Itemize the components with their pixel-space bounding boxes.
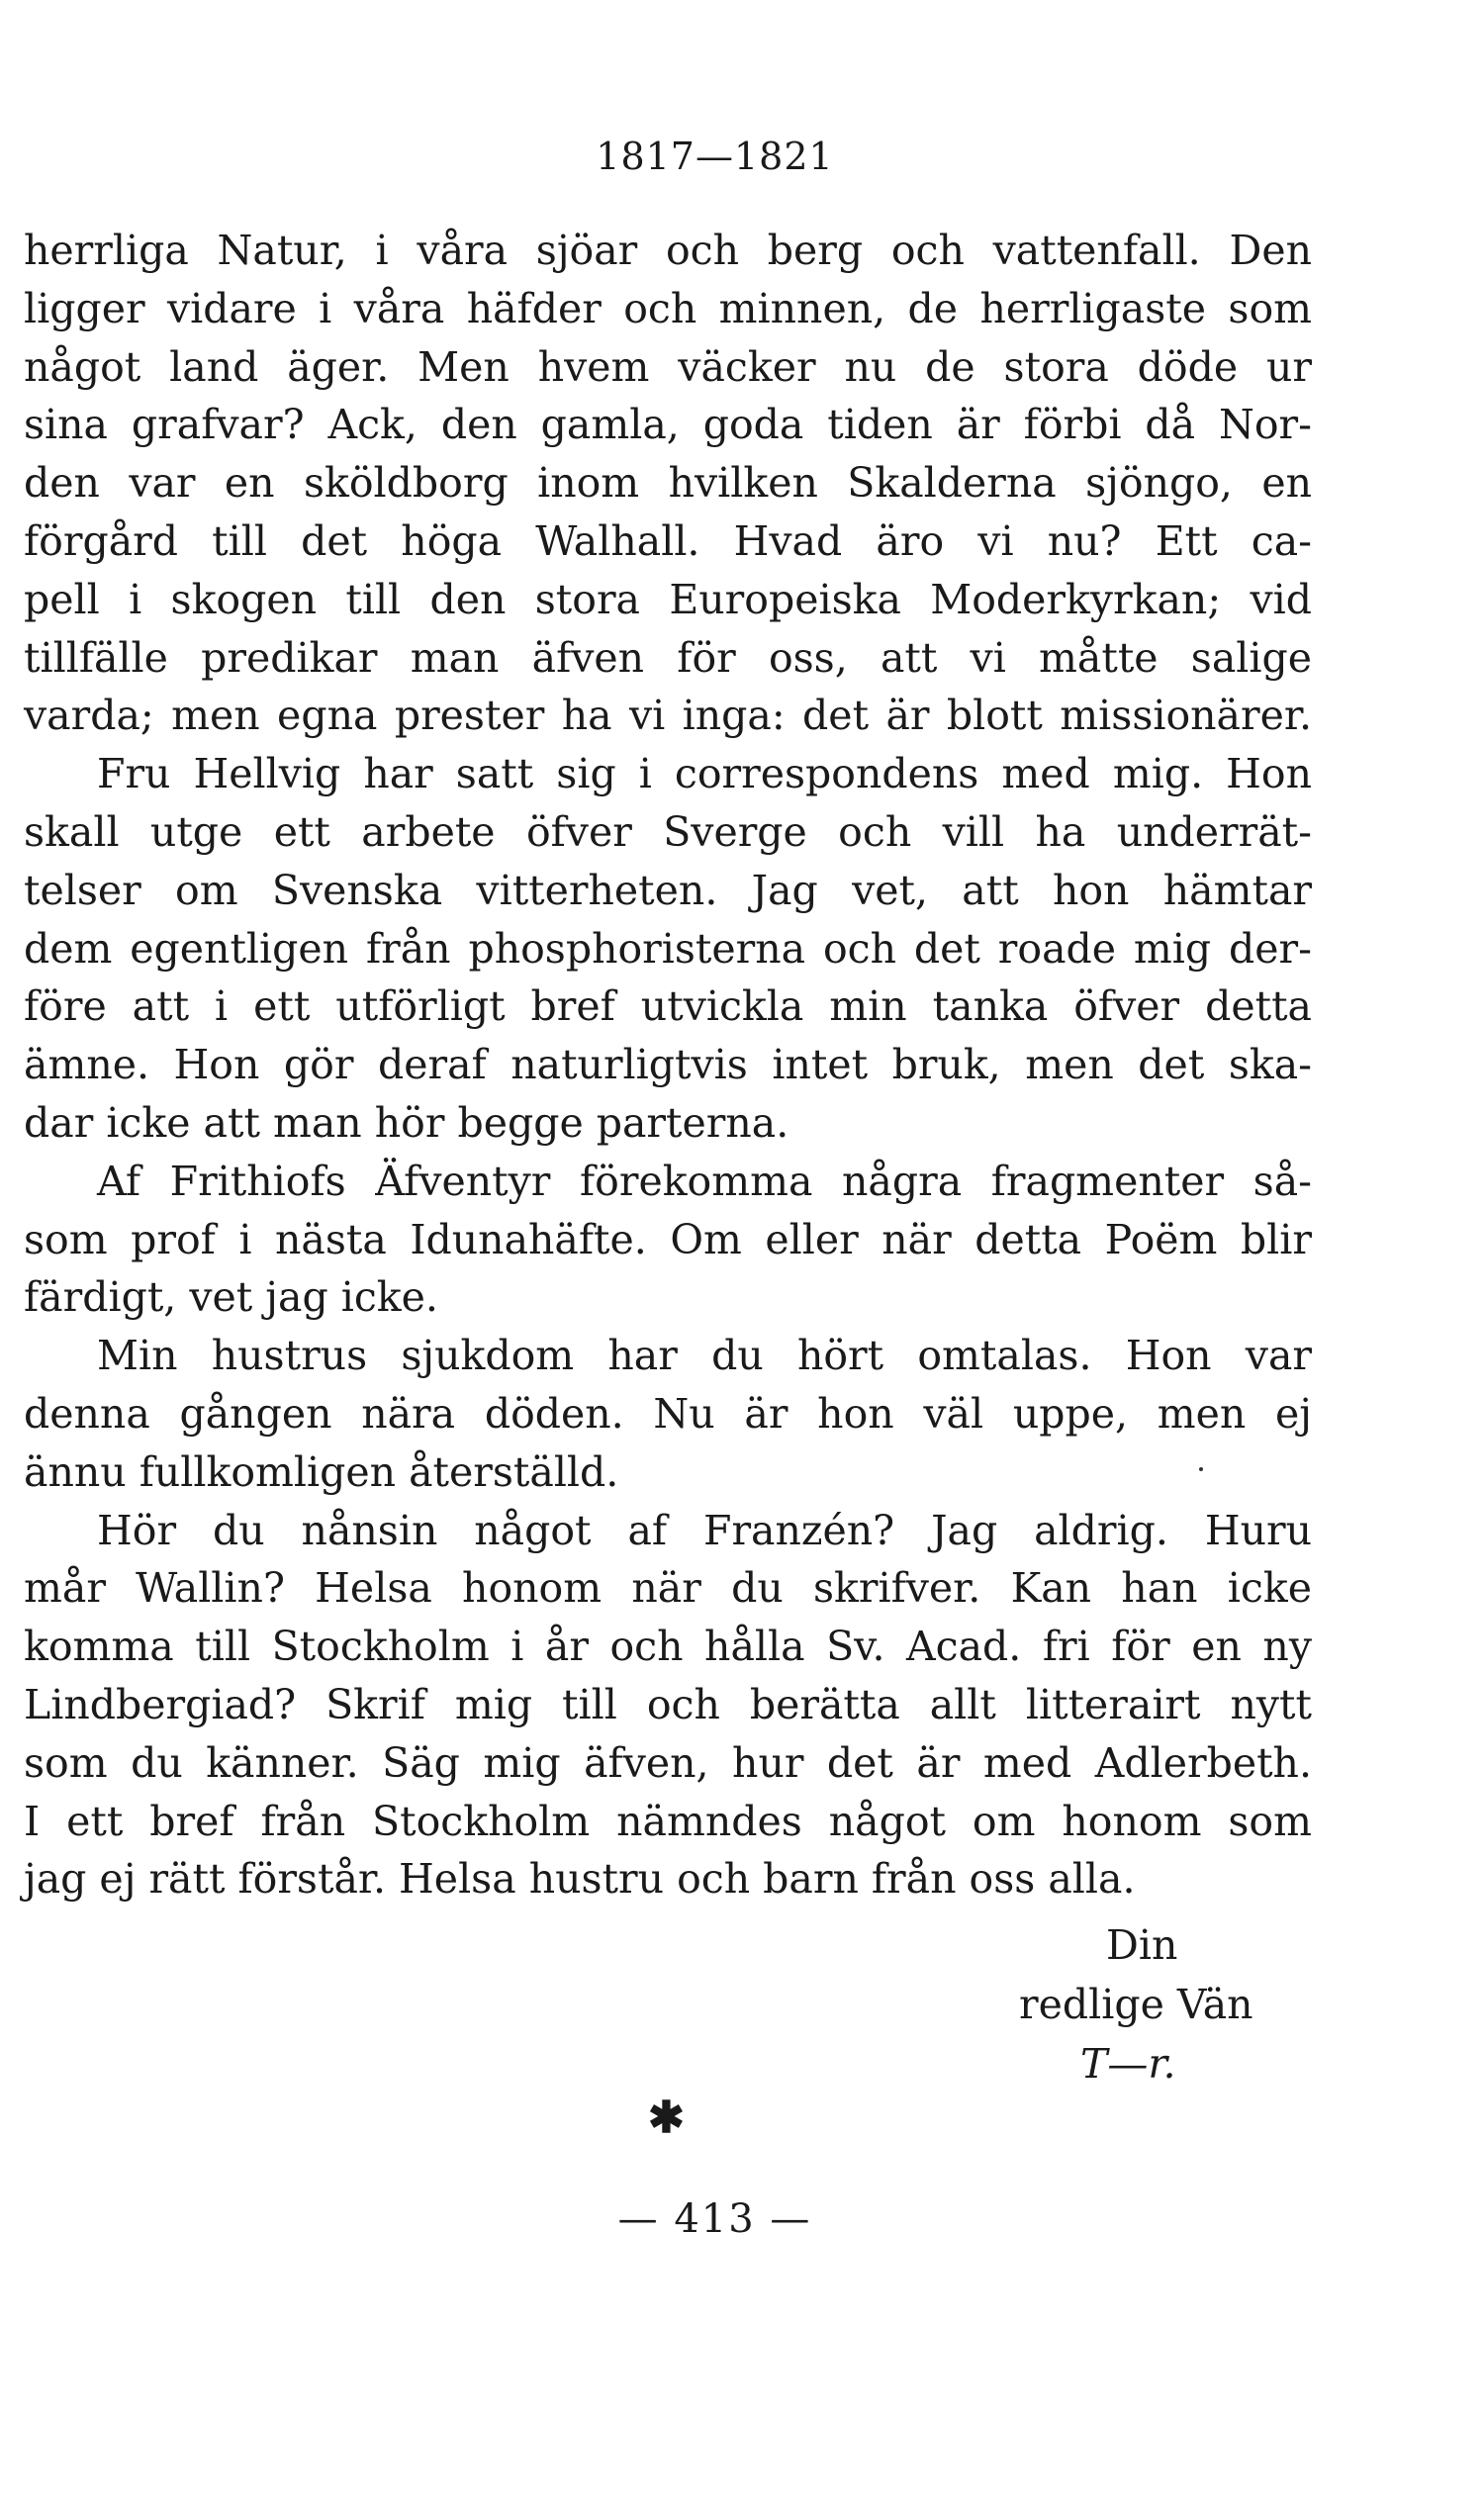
text-line: dar icke att man hör begge parterna.: [24, 1098, 789, 1147]
text-line: Af Frithiofs Äfventyr förekomma några fragmenter så-: [97, 1157, 1312, 1205]
text-line: skall utge ett arbete öfver Sverge och vill ha underrät-: [24, 807, 1312, 856]
signature-salutation: redlige Vän: [1019, 1981, 1253, 2028]
text-line: jag ej rätt förstår. Helsa hustru och barn från oss alla.: [24, 1855, 1136, 1904]
text-line: varda; men egna prester ha vi inga: det är blott missionärer.: [24, 692, 1312, 740]
text-line: I ett bref från Stockholm nämndes något om honom som: [24, 1797, 1312, 1845]
text-line: Hör du nånsin något af Franzén? Jag aldrig. Huru: [97, 1506, 1312, 1554]
text-line: tillfälle predikar man äfven för oss, att vi måtte salige: [24, 633, 1312, 682]
text-line: telser om Svenska vitterheten. Jag vet, att hon hämtar: [24, 866, 1312, 914]
text-line: som du känner. Säg mig äfven, hur det är med Adlerbeth.: [24, 1738, 1312, 1787]
text-line: pell i skogen till den stora Europeiska Moderkyrkan; vid: [24, 575, 1312, 623]
text-line: Min hustrus sjukdom har du hört omtalas. Hon var: [97, 1332, 1312, 1380]
text-line: färdigt, vet jag icke.: [24, 1273, 438, 1322]
text-line: ännu fullkomligen återställd.: [24, 1447, 619, 1496]
running-head: 1817—1821: [596, 135, 834, 178]
text-line: den var en sköldborg inom hvilken Skalderna sjöngo, en: [24, 459, 1312, 508]
signature-block: [1019, 1915, 1253, 2093]
text-line: före att i ett utförligt bref utvickla min tanka öfver detta: [24, 982, 1312, 1031]
text-line: dem egentligen från phosphoristerna och det roade mig der-: [24, 924, 1312, 973]
text-line: Fru Hellvig har satt sig i correspondens med mig. Hon: [97, 750, 1312, 798]
speck-mark: [1199, 1467, 1203, 1471]
asterisk-ornament-icon: ✱: [648, 2093, 685, 2143]
signature-name: T—r.: [1080, 2040, 1176, 2088]
signature-closing: Din: [1106, 1921, 1178, 1969]
text-line: sina grafvar? Ack, den gamla, goda tiden är förbi då Nor-: [24, 401, 1312, 449]
text-line: förgård till det höga Walhall. Hvad äro vi nu? Ett ca-: [24, 516, 1312, 565]
letter-body: [24, 222, 1312, 1908]
page-number: — 413 —: [617, 2196, 812, 2242]
text-line: något land äger. Men hvem väcker nu de stora döde ur: [24, 342, 1312, 391]
text-line: denna gången nära döden. Nu är hon väl uppe, men ej: [24, 1389, 1312, 1438]
text-line: ligger vidare i våra häfder och minnen, de herrligaste som: [24, 284, 1312, 332]
text-line: herrliga Natur, i våra sjöar och berg och vattenfall. Den: [24, 227, 1312, 274]
text-line: mår Wallin? Helsa honom när du skrifver. Kan han icke: [24, 1564, 1312, 1613]
text-line: ämne. Hon gör deraf naturligtvis intet bruk, men det ska-: [24, 1041, 1312, 1089]
text-line: komma till Stockholm i år och hålla Sv. Acad. fri för en ny: [24, 1623, 1312, 1671]
text-line: som prof i nästa Idunahäfte. Om eller när detta Poëm blir: [24, 1215, 1312, 1263]
text-line: Lindbergiad? Skrif mig till och berätta allt litterairt nytt: [24, 1680, 1312, 1728]
